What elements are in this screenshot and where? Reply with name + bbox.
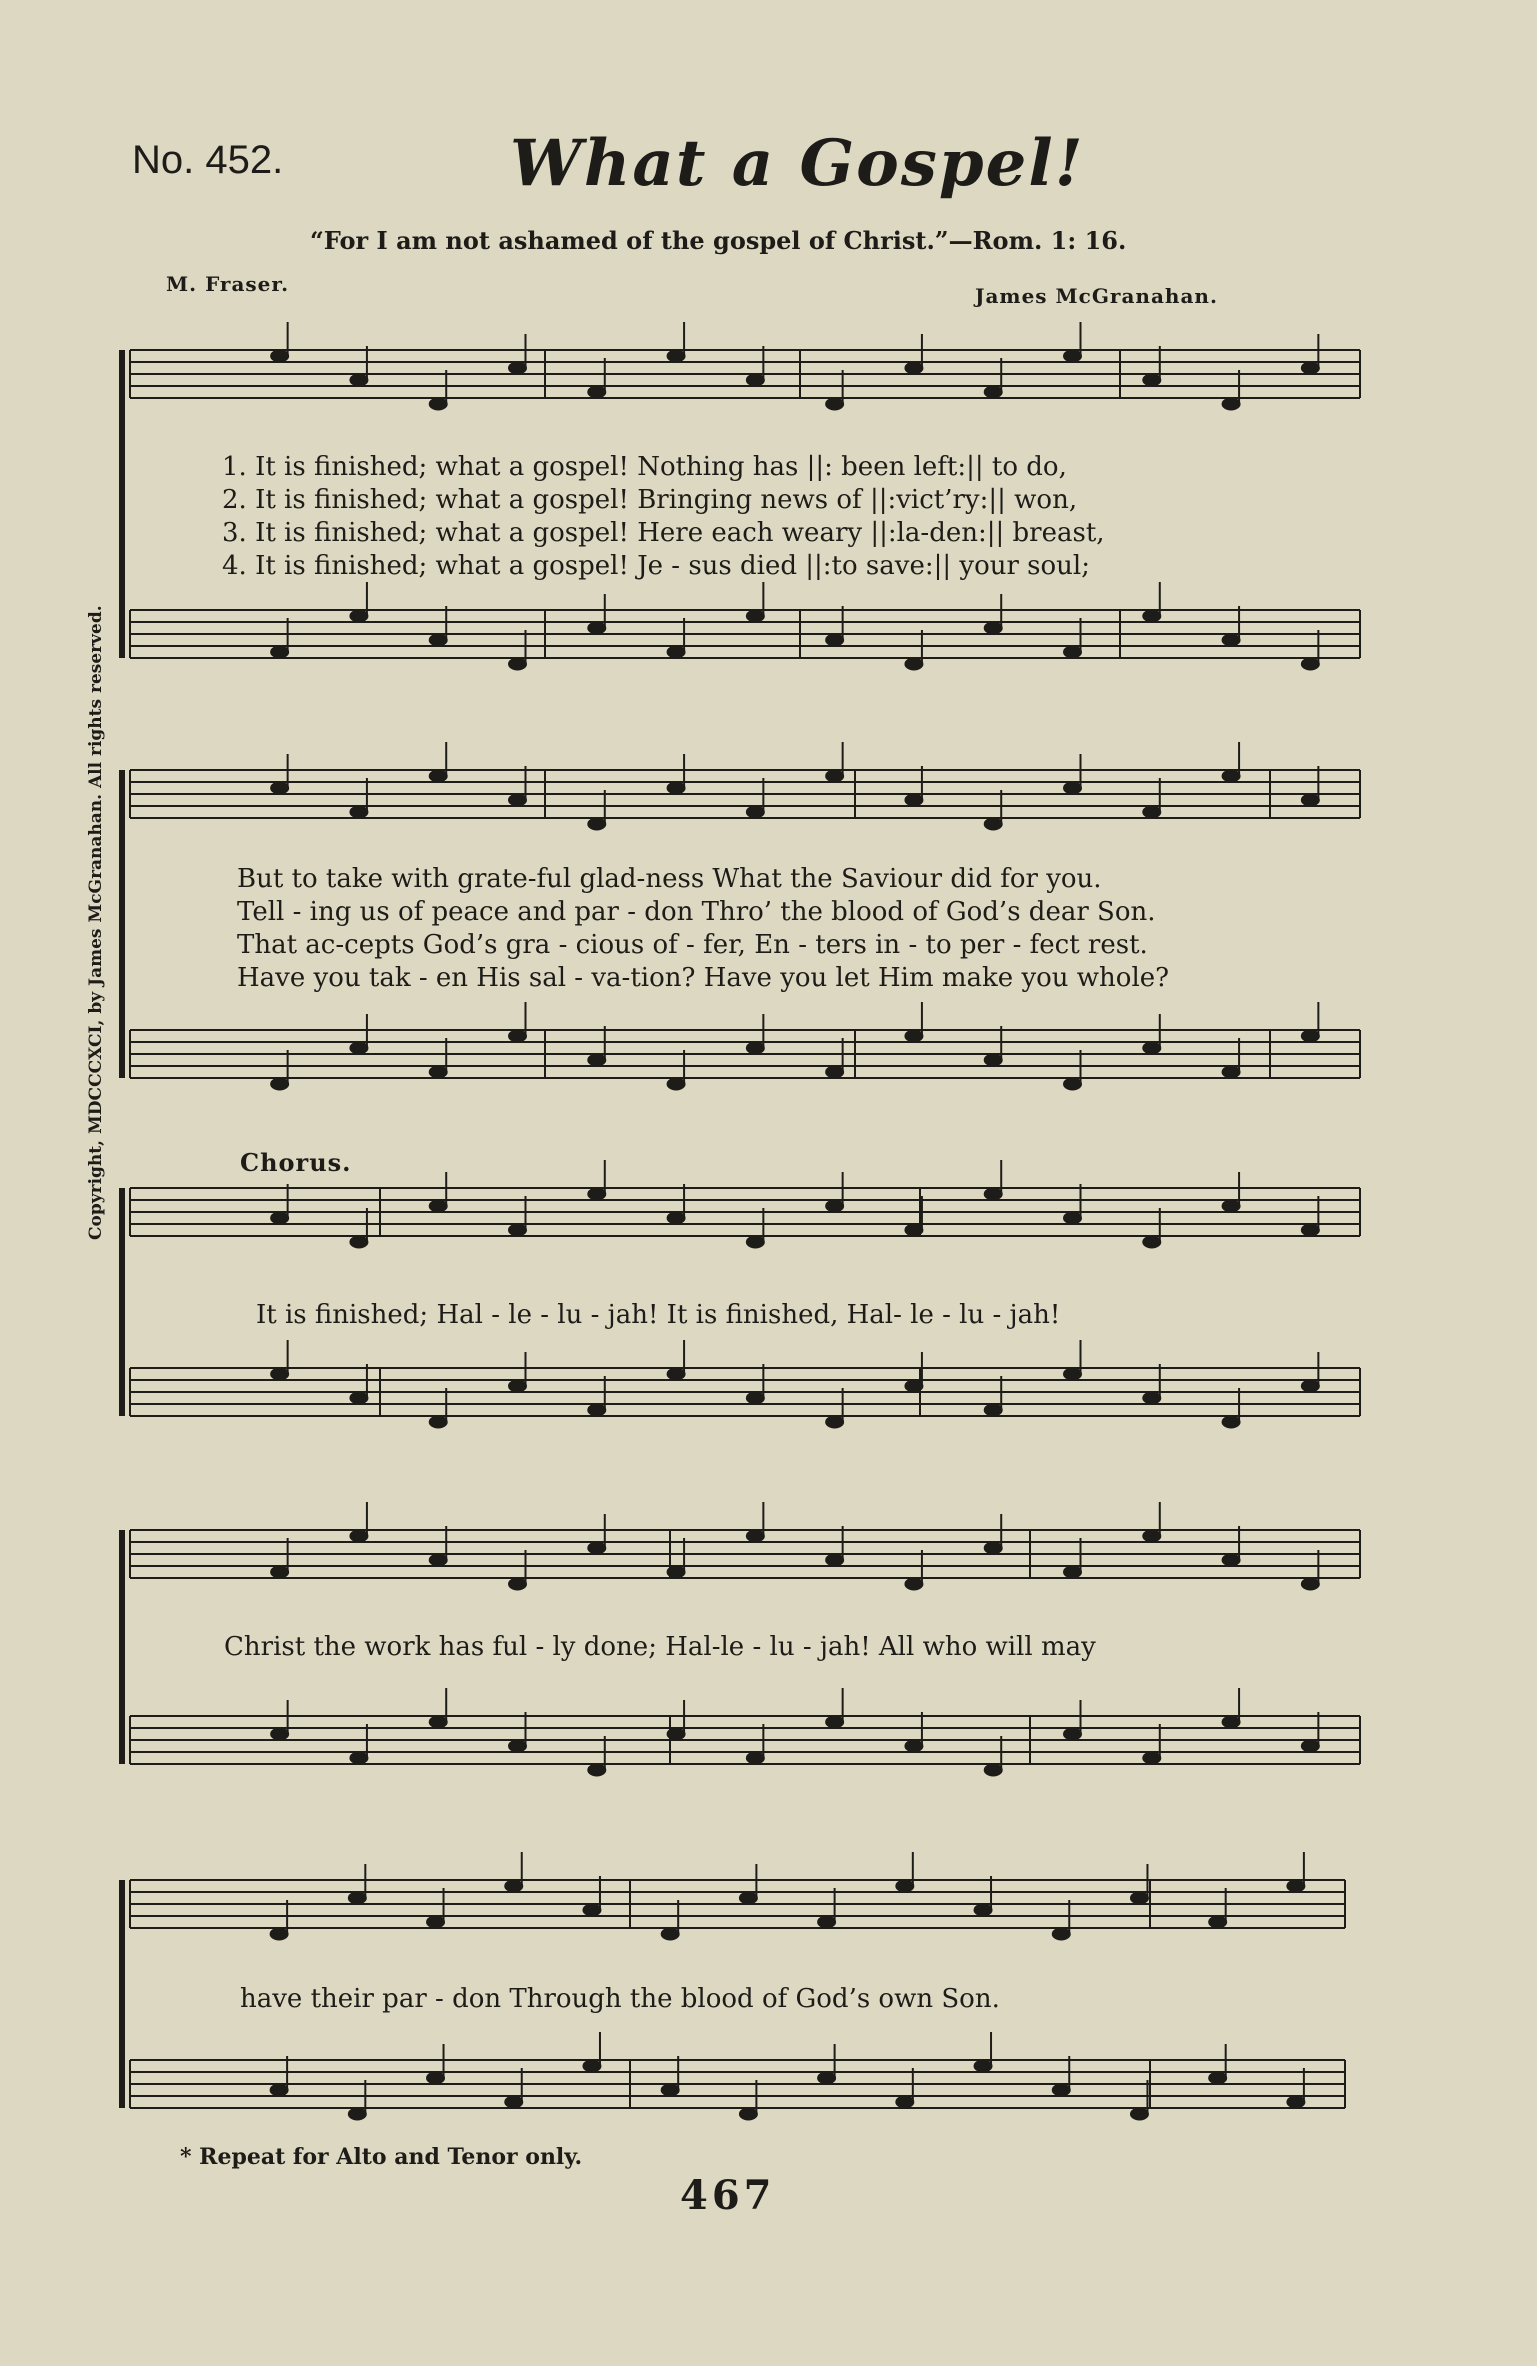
note-head [588,1764,606,1776]
note-head [1301,1030,1319,1042]
note-head [509,1030,527,1042]
note-head [905,658,923,670]
note-head [271,782,289,794]
note-head [667,1566,685,1578]
verse-3-line-2: That ac-cepts God’s gra - cious of - fer, En - ters in - to per - fect rest. [237,930,1148,960]
note-head [896,1880,914,1892]
note-head [271,1078,289,1090]
note-head [1301,1224,1319,1236]
note-head [667,782,685,794]
staff [130,610,1360,658]
note-head [1052,2084,1070,2096]
note-head [1209,2072,1227,2084]
note-head [974,2060,992,2072]
note-head [429,634,447,646]
note-head [271,350,289,362]
note-head [1222,1716,1240,1728]
verse-4-line-2: Have you tak - en His sal - va-tion? Have you let Him make you whole? [237,963,1170,993]
note-head [350,1530,368,1542]
note-head [271,646,289,658]
note-head [1052,1928,1070,1940]
note-head [348,1892,366,1904]
verse-3-line-1: 3. It is finished; what a gospel! Here each weary ||:la-den:|| breast, [222,518,1105,548]
note-head [350,610,368,622]
note-head [1064,1212,1082,1224]
note-head [746,1236,764,1248]
note-head [588,1054,606,1066]
note-head [667,1368,685,1380]
note-head [350,374,368,386]
hymn-title: What a Gospel! [510,126,1085,201]
note-head [509,1578,527,1590]
note-head [826,1716,844,1728]
note-head [1301,1380,1319,1392]
note-head [905,1224,923,1236]
note-head [1064,1728,1082,1740]
note-head [984,386,1002,398]
note-head [588,386,606,398]
note-head [661,2084,679,2096]
note-head [429,1554,447,1566]
footnote: * Repeat for Alto and Tenor only. [180,2144,583,2170]
note-head [429,770,447,782]
note-head [588,818,606,830]
note-head [905,1578,923,1590]
note-head [905,794,923,806]
chorus-line-1: It is finished; Hal - le - lu - jah! It is finished, Hal- le - lu - jah! [256,1300,1061,1330]
note-head [588,1188,606,1200]
note-head [905,1030,923,1042]
note-head [667,1078,685,1090]
copyright-notice: Copyright, MDCCCXCI, by James McGranahan. All rights reserved. [86,605,106,1240]
note-head [746,806,764,818]
note-head [1143,1752,1161,1764]
note-head [1301,794,1319,806]
note-head [974,1904,992,1916]
note-head [984,1054,1002,1066]
note-head [1143,610,1161,622]
note-head [984,1404,1002,1416]
note-head [661,1928,679,1940]
note-head [984,1188,1002,1200]
note-head [1143,1236,1161,1248]
note-head [509,1380,527,1392]
note-head [350,806,368,818]
note-head [905,362,923,374]
note-head [509,1740,527,1752]
note-head [826,1200,844,1212]
chorus-line-2: Christ the work has ful - ly done; Hal-le - lu - jah! All who will may [224,1632,1096,1662]
note-head [739,1892,757,1904]
note-head [583,1904,601,1916]
words-author: M. Fraser. [166,272,290,296]
note-head [583,2060,601,2072]
note-head [271,1566,289,1578]
note-head [350,1752,368,1764]
staff [130,2060,1345,2108]
note-head [1222,1554,1240,1566]
note-head [667,1212,685,1224]
note-head [826,634,844,646]
note-head [984,818,1002,830]
staff [130,770,1360,818]
note-head [826,1066,844,1078]
note-head [1064,1368,1082,1380]
note-head [271,1728,289,1740]
note-head [505,2096,523,2108]
note-head [746,1530,764,1542]
note-head [427,2072,445,2084]
page-number: 467 [680,2172,776,2219]
note-head [1064,1566,1082,1578]
hymn-number: No. 452. [132,138,284,182]
staff [130,350,1360,398]
staff [130,1188,1360,1236]
note-head [1064,646,1082,658]
note-head [1130,1892,1148,1904]
note-head [427,1916,445,1928]
note-head [984,622,1002,634]
verse-4-line-1: 4. It is finished; what a gospel! Je - sus died ||:to save:|| your soul; [222,551,1090,581]
note-head [1301,658,1319,670]
note-head [1130,2108,1148,2120]
note-head [826,398,844,410]
note-head [429,398,447,410]
note-head [818,2072,836,2084]
note-head [1064,1078,1082,1090]
note-head [746,1392,764,1404]
note-head [1222,1200,1240,1212]
note-head [509,794,527,806]
staff [130,1368,1360,1416]
note-head [350,1236,368,1248]
note-head [1209,1916,1227,1928]
note-head [1143,1392,1161,1404]
note-head [905,1740,923,1752]
music-composer: James McGranahan. [975,284,1218,308]
note-head [1222,1066,1240,1078]
note-head [1301,362,1319,374]
verse-1-line-2: But to take with grate-ful glad-ness What the Saviour did for you. [237,864,1102,894]
note-head [270,1928,288,1940]
note-head [271,1212,289,1224]
staff [130,1030,1360,1078]
note-head [896,2096,914,2108]
note-head [509,658,527,670]
note-head [746,1042,764,1054]
chorus-line-3: have their par - don Through the blood of God’s own Son. [240,1984,1000,2014]
note-head [1222,398,1240,410]
note-head [826,770,844,782]
note-head [509,1224,527,1236]
note-head [1143,1042,1161,1054]
note-head [505,1880,523,1892]
note-head [1143,1530,1161,1542]
staff [130,1880,1345,1928]
note-head [905,1380,923,1392]
note-head [429,1200,447,1212]
note-head [826,1416,844,1428]
note-head [1287,1880,1305,1892]
note-head [588,622,606,634]
note-head [429,1716,447,1728]
note-head [271,1368,289,1380]
note-head [826,1554,844,1566]
note-head [667,646,685,658]
note-head [1222,770,1240,782]
note-head [984,1542,1002,1554]
note-head [667,350,685,362]
note-head [1287,2096,1305,2108]
note-head [429,1416,447,1428]
verse-2-line-1: 2. It is finished; what a gospel! Bringing news of ||:vict’ry:|| won, [222,485,1078,515]
note-head [350,1042,368,1054]
note-head [1301,1740,1319,1752]
staff [130,1716,1360,1764]
note-head [588,1404,606,1416]
verse-2-line-2: Tell - ing us of peace and par - don Thro’ the blood of God’s dear Son. [237,897,1156,927]
note-head [1222,634,1240,646]
note-head [1222,1416,1240,1428]
note-head [1064,782,1082,794]
staff [130,1530,1360,1578]
note-head [739,2108,757,2120]
note-head [348,2108,366,2120]
note-head [746,610,764,622]
scripture-epigraph: “For I am not ashamed of the gospel of Christ.”—Rom. 1: 16. [310,226,1127,255]
note-head [429,1066,447,1078]
note-head [588,1542,606,1554]
note-head [984,1764,1002,1776]
verse-1-line-1: 1. It is finished; what a gospel! Nothing has ||: been left:|| to do, [222,452,1067,482]
note-head [509,362,527,374]
note-head [667,1728,685,1740]
note-head [1143,374,1161,386]
note-head [270,2084,288,2096]
note-head [818,1916,836,1928]
note-head [350,1392,368,1404]
note-head [1064,350,1082,362]
note-head [746,374,764,386]
note-head [1143,806,1161,818]
note-head [746,1752,764,1764]
chorus-label: Chorus. [240,1148,352,1177]
note-head [1301,1578,1319,1590]
